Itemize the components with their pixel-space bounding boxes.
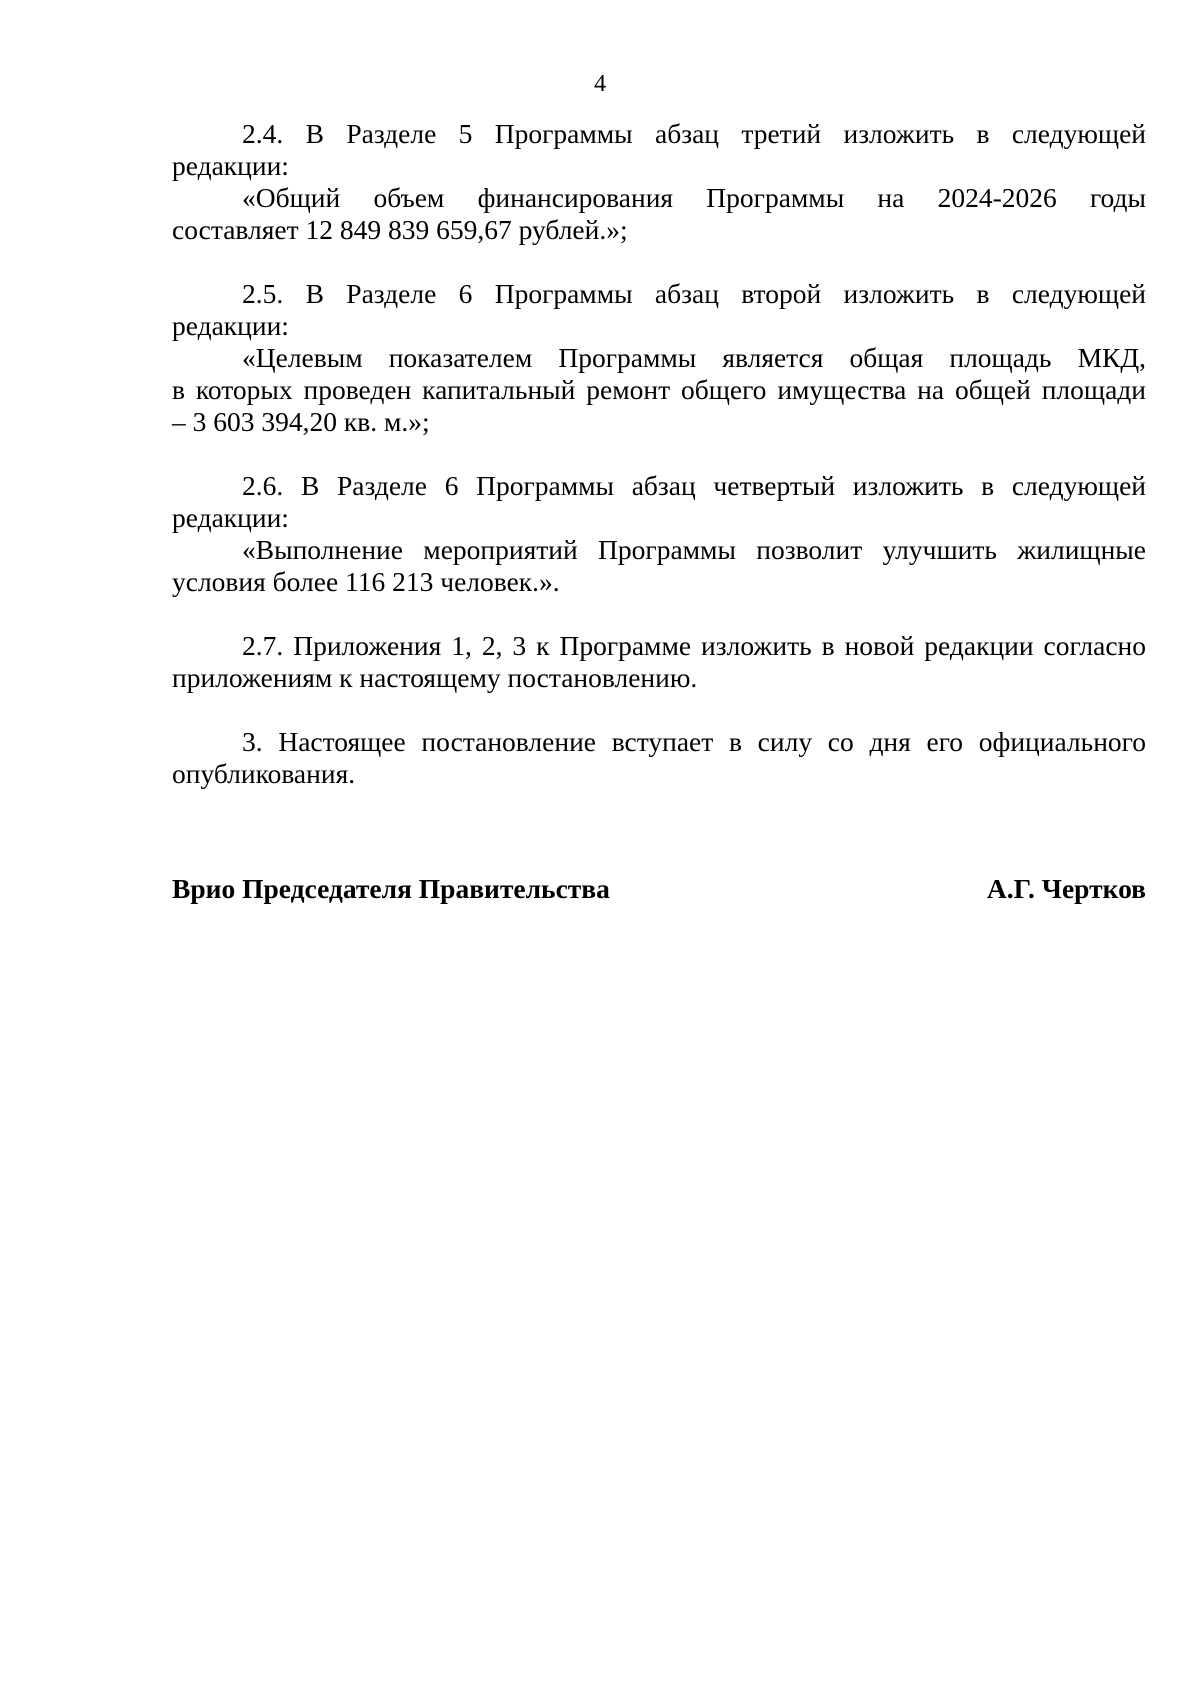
clause-2-4 — [172, 118, 1146, 246]
clause-2-5-quote-tail: – 3 603 394,20 кв. м.»; — [172, 406, 430, 437]
clause-2-5-quote-mid: в которых проведен капитальный ремонт общего имущества на общей площади — [172, 374, 1146, 405]
document-body — [172, 118, 1146, 790]
clause-2-7-lead-tail: приложениям к настоящему постановлению. — [172, 662, 698, 693]
clause-3-lead-tail: опубликования. — [172, 758, 356, 789]
paragraph-gap — [172, 598, 1146, 630]
paragraph-gap — [172, 246, 1146, 278]
clause-2-6 — [172, 470, 1146, 598]
clause-2-7-lead-line: 2.7. Приложения 1, 2, 3 к Программе изложить в новой редакции согласно — [242, 630, 1146, 661]
clause-2-6-lead-line: 2.6. В Разделе 6 Программы абзац четвертый изложить в следующей — [242, 470, 1146, 501]
signatory-name: А.Г. Чертков — [986, 873, 1146, 904]
clause-2-5-quote-line: «Целевым показателем Программы является общая площадь МКД, — [242, 342, 1146, 373]
clause-2-6-lead-tail: редакции: — [172, 502, 289, 533]
clause-3 — [172, 726, 1146, 790]
clause-2-4-lead-line: 2.4. В Разделе 5 Программы абзац третий изложить в следующей — [242, 118, 1146, 149]
signatory-position: Врио Председателя Правительства — [172, 873, 610, 904]
clause-2-5-lead-line: 2.5. В Разделе 6 Программы абзац второй изложить в следующей — [242, 278, 1146, 309]
clause-2-7 — [172, 630, 1146, 694]
clause-2-4-quote-tail: составляет 12 849 839 659,67 рублей.»; — [172, 214, 628, 245]
clause-2-5 — [172, 278, 1146, 438]
clause-2-6-quote-line: «Выполнение мероприятий Программы позволит улучшить жилищные — [242, 534, 1146, 565]
paragraph-gap — [172, 694, 1146, 726]
paragraph-gap — [172, 438, 1146, 470]
clause-2-4-lead-tail: редакции: — [172, 150, 289, 181]
page-number: 4 — [594, 71, 606, 97]
clause-2-5-lead-tail: редакции: — [172, 310, 289, 341]
clause-2-6-quote-tail: условия более 116 213 человек.». — [172, 566, 560, 597]
clause-2-4-quote-line: «Общий объем финансирования Программы на 2024-2026 годы — [242, 182, 1146, 213]
clause-3-lead-line: 3. Настоящее постановление вступает в силу со дня его официального — [242, 726, 1146, 757]
